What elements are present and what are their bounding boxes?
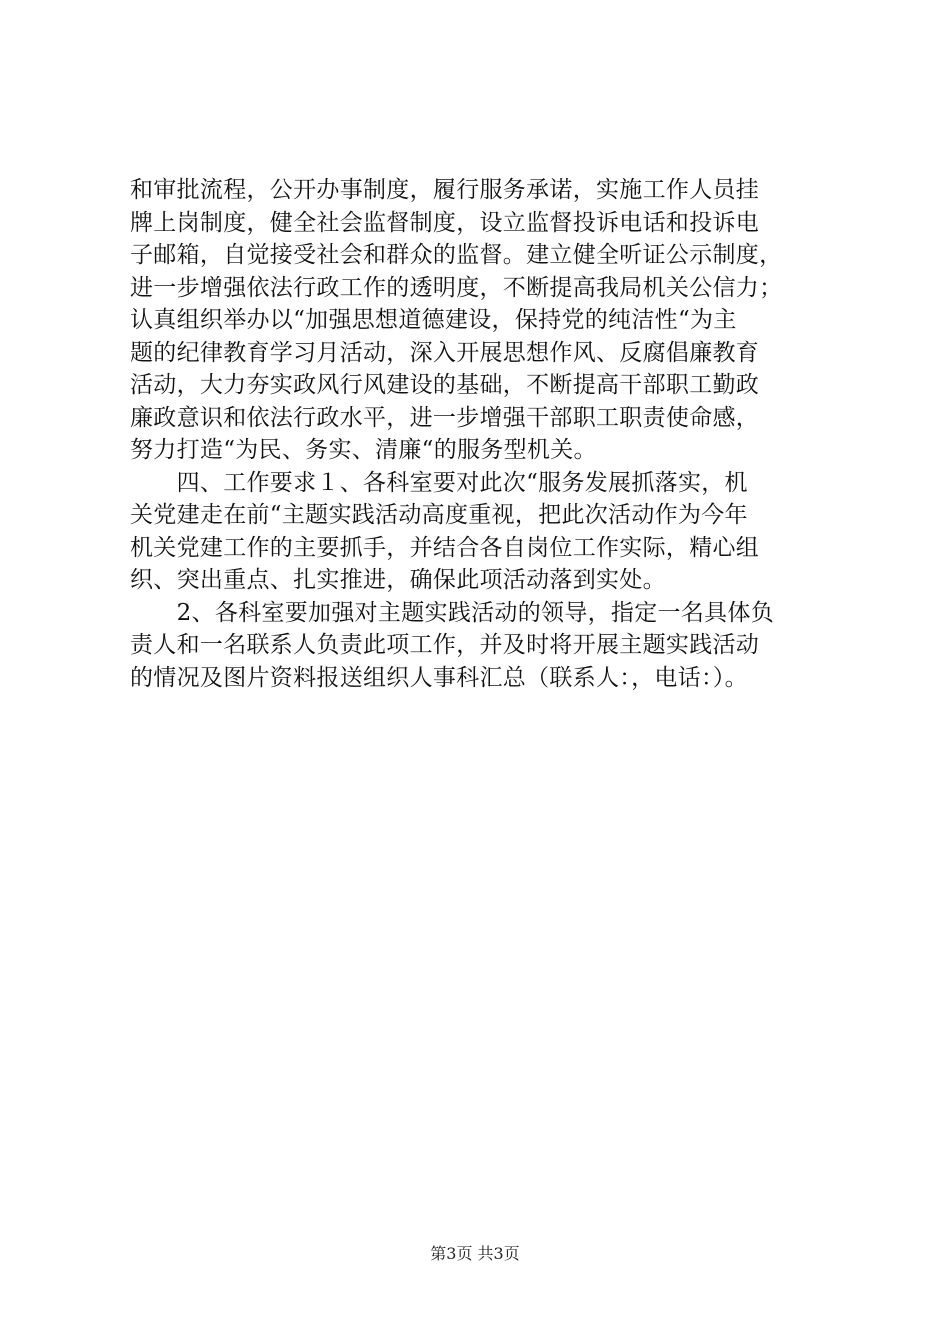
text-line: 活动，大力夯实政风行风建设的基础，不断提高干部职工勤政: [130, 372, 760, 398]
text-line: 四、工作要求１、各科室要对此次“服务发展抓落实，机: [130, 469, 748, 496]
text-line: 织、突出重点、扎实推进，确保此项活动落到实处。: [130, 567, 666, 593]
text-line: 努力打造“为民、务实、清廉“的服务型机关。: [130, 437, 597, 463]
text-line: 牌上岗制度，健全社会监督制度，设立监督投诉电话和投诉电: [130, 209, 760, 236]
text-line: 廉政意识和依法行政水平，进一步增强干部职工职责使命感，: [130, 404, 760, 431]
text-line: 进一步增强依法行政工作的透明度，不断提高我局机关公信力；: [130, 274, 783, 301]
page-number-footer: 第3页 共3页: [430, 1244, 520, 1263]
document-body: [130, 174, 835, 694]
text-line: 和审批流程，公开办事制度，履行服务承诺，实施工作人员挂: [130, 177, 760, 203]
text-line: 子邮箱，自觉接受社会和群众的监督。建立健全听证公示制度，: [130, 242, 783, 268]
text-line: 2、各科室要加强对主题实践活动的领导，指定一名具体负: [130, 599, 775, 626]
text-line: 认真组织举办以“加强思想道德建设，保持党的纯洁性“为主: [130, 307, 737, 333]
text-line: 的情况及图片资料报送组织人事科汇总（联系人：，电话：）。: [130, 664, 748, 691]
text-line: 责人和一名联系人负责此项工作，并及时将开展主题实践活动: [130, 632, 760, 658]
text-line: 关党建走在前“主题实践活动高度重视，把此次活动作为今年: [130, 502, 748, 528]
text-line: 题的纪律教育学习月活动，深入开展思想作风、反腐倡廉教育: [130, 339, 760, 366]
text-line: 机关党建工作的主要抓手，并结合各自岗位工作实际，精心组: [130, 534, 760, 561]
